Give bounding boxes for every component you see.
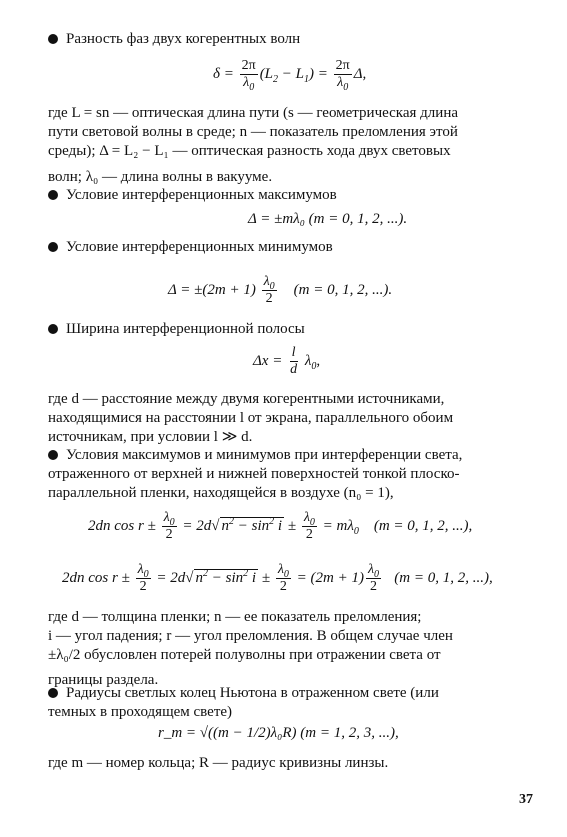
section-newton-rings-title: Радиусы светлых колец Ньютона в отраженном свете (или темных в проходящем свете) <box>48 685 439 720</box>
bullet-icon <box>48 688 58 698</box>
section-phase-difference-title: Разность фаз двух когерентных волн <box>48 30 532 49</box>
formula-thin-film-max: 2dn cos r ± $\frac{\lambda_0}{2}$ = 2d√ $n^2 - \sin^2 i$ ± $\frac{\lambda_0}{2}$ = $m\lambda_0$ (m = 0, 1, 2, ...), <box>88 510 473 542</box>
section-maxima-title: Условие интерференционных максимумов <box>48 186 532 205</box>
bullet-icon <box>48 324 58 334</box>
formula-fringe-width: Δx = $\frac{l}{d}$ $\lambda_0$, <box>253 345 321 377</box>
thin-film-description: где d — толщина пленки; n — ее показатель преломления; i — угол падения; r — угол преломления. В общем случае член ±λ₀/2 обусловлен потерей полуволны при отражении света от границы раздела. <box>48 609 453 688</box>
section-fringe-width-title: Ширина интерференционной полосы <box>48 320 532 339</box>
fringe-width-description: где d — расстояние между двумя когерентными источниками, находящимися на расстоянии l от экрана, параллельного обоим источникам, при условии l ≫ d. <box>48 391 454 445</box>
bullet-icon <box>48 242 58 252</box>
bullet-icon <box>48 450 58 460</box>
formula-newton-rings: r_m = √((m − 1/2)λ₀R) (m = 1, 2, 3, ...), <box>158 725 399 741</box>
phase-difference-description: где L = sn — оптическая длина пути (s — геометрическая длина пути световой волны в среде; n — показатель преломления этой среды); Δ = L₂ − L₁ — оптическая разность хода двух световых волн; λ₀ — длина волны в вакууме. <box>48 105 459 185</box>
bullet-icon <box>48 34 58 44</box>
bullet-icon <box>48 190 58 200</box>
newton-rings-description: где m — номер кольца; R — радиус кривизны линзы. <box>48 755 389 771</box>
section-thin-film-title: Условия максимумов и минимумов при интерференции света, отраженного от верхней и нижней поверхностей тонкой плоско- параллельной пленки, находящейся в воздухе (n₀ = 1), <box>48 447 463 501</box>
formula-minima: Δ = ±(2m + 1) $\frac{\lambda_0}{2}$ (m = 0, 1, 2, ...). <box>168 274 393 306</box>
section-minima-title: Условие интерференционных минимумов <box>48 238 532 257</box>
page-number: 37 <box>519 792 533 807</box>
formula-phase-difference: δ = $\frac{2\pi}{\lambda_0}$ $(L_2 - L_1)$ = $\frac{2\pi}{\lambda_0}$ Δ, <box>213 58 367 93</box>
formula-thin-film-min: 2dn cos r ± $\frac{\lambda_0}{2}$ = 2d√ $n^2 - \sin^2 i$ ± $\frac{\lambda_0}{2}$ = (2m + 1) $\frac{\lambda_0}{2}$ (m = 0, 1, 2, ...), <box>62 562 493 594</box>
formula-maxima: Δ = ±mλ₀ (m = 0, 1, 2, ...). <box>248 211 408 227</box>
